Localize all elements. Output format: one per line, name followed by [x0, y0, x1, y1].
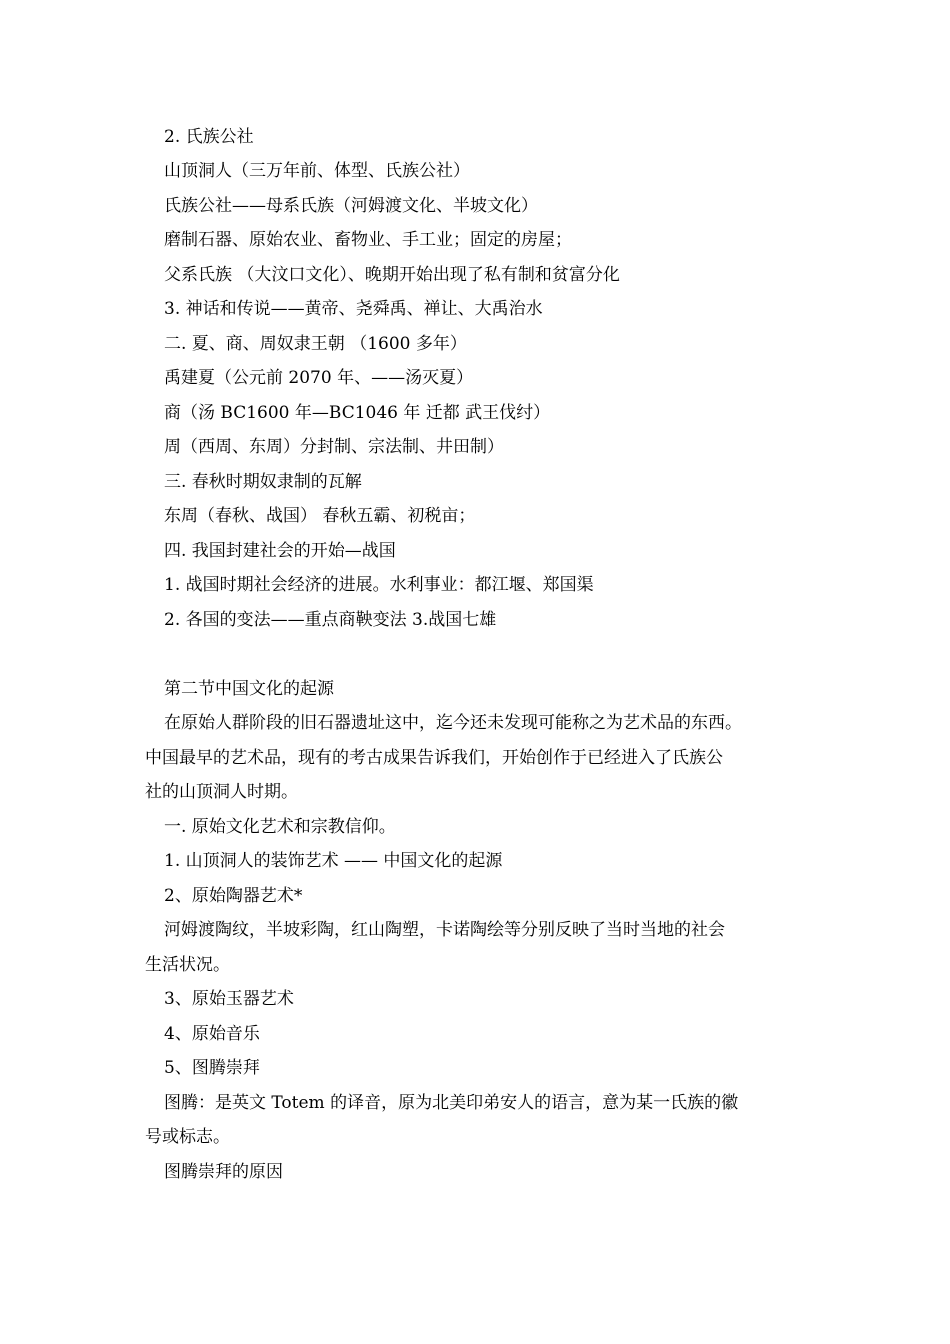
- text-line: 商（汤 BC1600 年—BC1046 年 迁都 武王伐纣）: [164, 403, 551, 423]
- text-line: 山顶洞人（三万年前、体型、氏族公社）: [164, 161, 470, 181]
- text-line: 2. 氏族公社: [164, 127, 254, 147]
- text-line: 东周（春秋、战国） 春秋五霸、初税亩；: [164, 506, 476, 526]
- paragraph-line: 号或标志。: [145, 1127, 230, 1147]
- text-line: 3、原始玉器艺术: [164, 989, 294, 1009]
- paragraph-line: 中国最早的艺术品，现有的考古成果告诉我们，开始创作于已经进入了氏族公: [145, 748, 723, 768]
- text-line: 图腾崇拜的原因: [164, 1162, 283, 1182]
- text-line: 2、原始陶器艺术*: [164, 886, 303, 906]
- paragraph-line: 河姆渡陶纹，半坡彩陶，红山陶塑，卡诺陶绘等分别反映了当时当地的社会: [164, 920, 725, 940]
- chapter-heading: 第二节中国文化的起源: [164, 679, 334, 699]
- text-line: 周（西周、东周）分封制、宗法制、井田制）: [164, 437, 504, 457]
- text-line: 5、图腾崇拜: [164, 1058, 260, 1078]
- section-heading: 三. 春秋时期奴隶制的瓦解: [164, 472, 362, 492]
- paragraph-line: 社的山顶洞人时期。: [145, 782, 298, 802]
- text-line: 1. 战国时期社会经济的进展。水利事业：都江堰、郑国渠: [164, 575, 594, 595]
- text-line: 磨制石器、原始农业、畜物业、手工业；固定的房屋；: [164, 230, 572, 250]
- text-line: 氏族公社——母系氏族（河姆渡文化、半坡文化）: [164, 196, 538, 216]
- section-heading: 一. 原始文化艺术和宗教信仰。: [164, 817, 396, 837]
- section-heading: 四. 我国封建社会的开始—战国: [164, 541, 396, 561]
- text-line: 父系氏族 （大汶口文化）、晚期开始出现了私有制和贫富分化: [164, 265, 620, 285]
- text-line: 1. 山顶洞人的装饰艺术 —— 中国文化的起源: [164, 851, 503, 871]
- paragraph-line: 在原始人群阶段的旧石器遗址这中，迄今还未发现可能称之为艺术品的东西。: [164, 713, 742, 733]
- text-line: 4、原始音乐: [164, 1024, 260, 1044]
- text-line: 3. 神话和传说——黄帝、尧舜禹、禅让、大禹治水: [164, 299, 543, 319]
- paragraph-line: 图腾：是英文 Totem 的译音，原为北美印弟安人的语言，意为某一氏族的徽: [164, 1093, 739, 1113]
- text-line: 禹建夏（公元前 2070 年、——汤灭夏）: [164, 368, 474, 388]
- text-line: 2. 各国的变法——重点商鞅变法 3.战国七雄: [164, 610, 497, 630]
- paragraph-line: 生活状况。: [145, 955, 230, 975]
- section-heading: 二. 夏、商、周奴隶王朝 （1600 多年）: [164, 334, 467, 354]
